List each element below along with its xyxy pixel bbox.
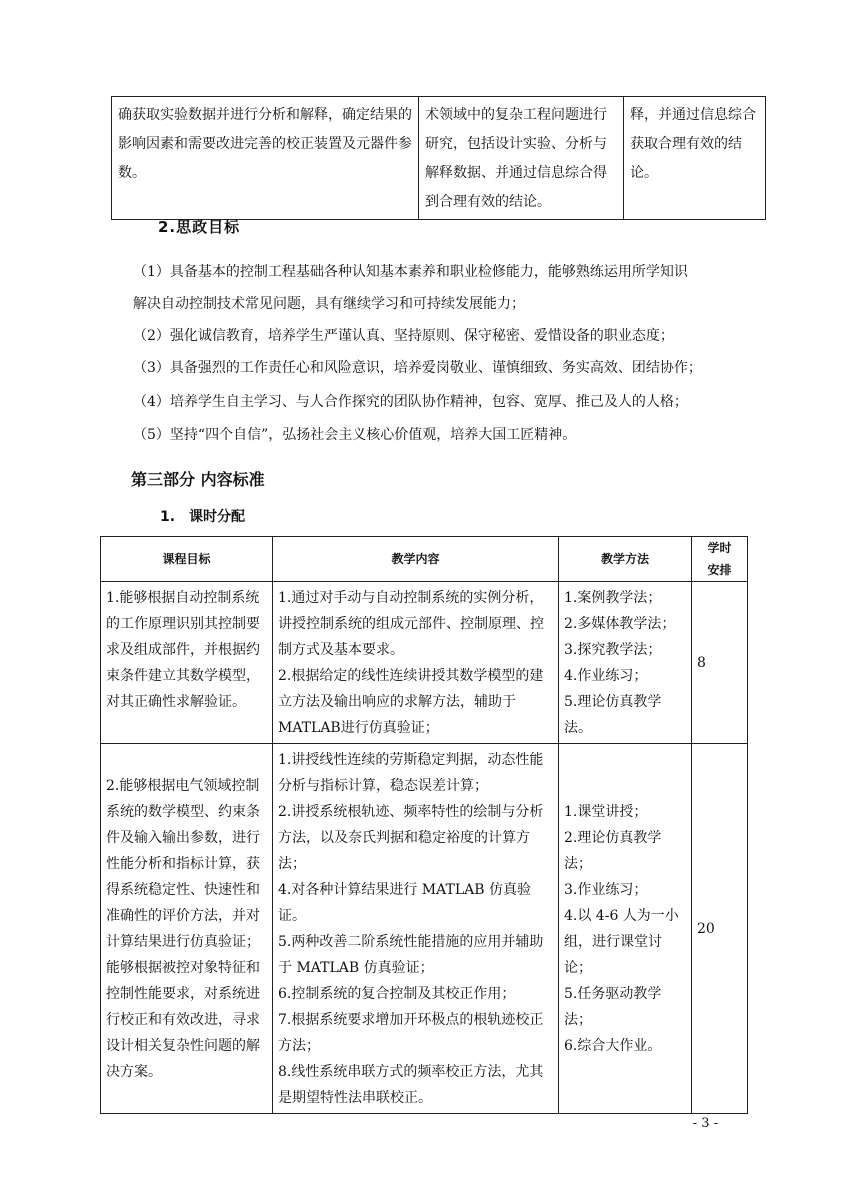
ideology-item-2: （2）强化诚信教育，培养学生严谨认真、坚持原则、保守秘密、爱惜设备的职业态度； xyxy=(133,328,674,344)
subsection-title: 1. 课时分配 xyxy=(160,509,246,525)
ideology-item-4: （4）培养学生自主学习、与人合作探究的团队协作精神，包容、宽厚、推己及人的人格； xyxy=(133,394,688,410)
table-row xyxy=(101,744,748,1114)
table-cell-goal: 2.能够根据电气领域控制系统的数学模型、约束条件及输入输出参数，进行性能分析和指标计算，获得系统稳定性、快速性和准确性的评价方法，并对计算结果进行仿真验证；能够根据被控对象特征和控制性能要求，对系统进行校正和有效改进，寻求设计相关复杂性问题的解决方案。 xyxy=(101,744,273,1114)
objectives-table-continued xyxy=(111,96,766,220)
table-cell-hours: 20 xyxy=(692,744,748,1114)
table-cell: 术领域中的复杂工程问题进行研究，包括设计实验、分析与解释数据、并通过信息综合得到合理有效的结论。 xyxy=(419,97,624,220)
column-header: 学时 安排 xyxy=(692,537,748,582)
ideology-item-3: （3）具备强烈的工作责任心和风险意识，培养爱岗敬业、谨慎细致、务实高效、团结协作； xyxy=(133,360,702,376)
table-cell-methods: 1.案例教学法； 2.多媒体教学法； 3.探究教学法； 4.作业练习； 5.理论仿真教学法。 xyxy=(559,582,692,744)
part-title: 第三部分 内容标准 xyxy=(131,470,265,489)
column-header: 教学内容 xyxy=(273,537,559,582)
table-row xyxy=(101,582,748,744)
table-cell-content: 1.通过对手动与自动控制系统的实例分析，讲授控制系统的组成元部件、控制原理、控制方式及基本要求。 2.根据给定的线性连续讲授其数学模型的建立方法及输出响应的求解方法，辅助于MATLAB进行仿真验证； xyxy=(273,582,559,744)
page-number: - 3 - xyxy=(692,1116,718,1131)
hours-allocation-table xyxy=(100,536,748,1114)
table-cell-hours: 8 xyxy=(692,582,748,744)
column-header: 课程目标 xyxy=(101,537,273,582)
table-row xyxy=(112,97,766,220)
table-header-row xyxy=(101,537,748,582)
ideology-item-5: （5）坚持“四个自信”，弘扬社会主义核心价值观，培养大国工匠精神。 xyxy=(133,427,577,443)
table-cell: 释，并通过信息综合获取合理有效的结论。 xyxy=(624,97,766,220)
section-heading-ideology: 2.思政目标 xyxy=(158,218,241,236)
table-cell: 确获取实验数据并进行分析和解释，确定结果的影响因素和需要改进完善的校正装置及元器件参数。 xyxy=(112,97,419,220)
table-cell-goal: 1.能够根据自动控制系统的工作原理识别其控制要求及组成部件，并根据约束条件建立其数学模型，对其正确性求解验证。 xyxy=(101,582,273,744)
ideology-item-1a: （1）具备基本的控制工程基础各种认知基本素养和职业检修能力，能够熟练运用所学知识 xyxy=(133,264,688,280)
table-cell-methods: 1.课堂讲授； 2.理论仿真教学法； 3.作业练习； 4.以 4-6 人为一小组，进行课堂讨论； 5.任务驱动教学法； 6.综合大作业。 xyxy=(559,744,692,1114)
table-cell-content: 1.讲授线性连续的劳斯稳定判据，动态性能分析与指标计算，稳态误差计算； 2.讲授系统根轨迹、频率特性的绘制与分析方法，以及奈氏判据和稳定裕度的计算方法； 4.对各种计算结果进行 MATLAB 仿真验证。 5.两种改善二阶系统性能措施的应用并辅助于 MATLAB 仿真验证； 6.控制系统的复合控制及其校正作用； 7.根据系统要求增加开环极点的根轨迹校正方法； 8.线性系统串联方式的频率校正方法，尤其是期望特性法串联校正。 xyxy=(273,744,559,1114)
column-header: 教学方法 xyxy=(559,537,692,582)
ideology-item-1b: 解决自动控制技术常见问题，具有继续学习和可持续发展能力； xyxy=(133,296,525,312)
